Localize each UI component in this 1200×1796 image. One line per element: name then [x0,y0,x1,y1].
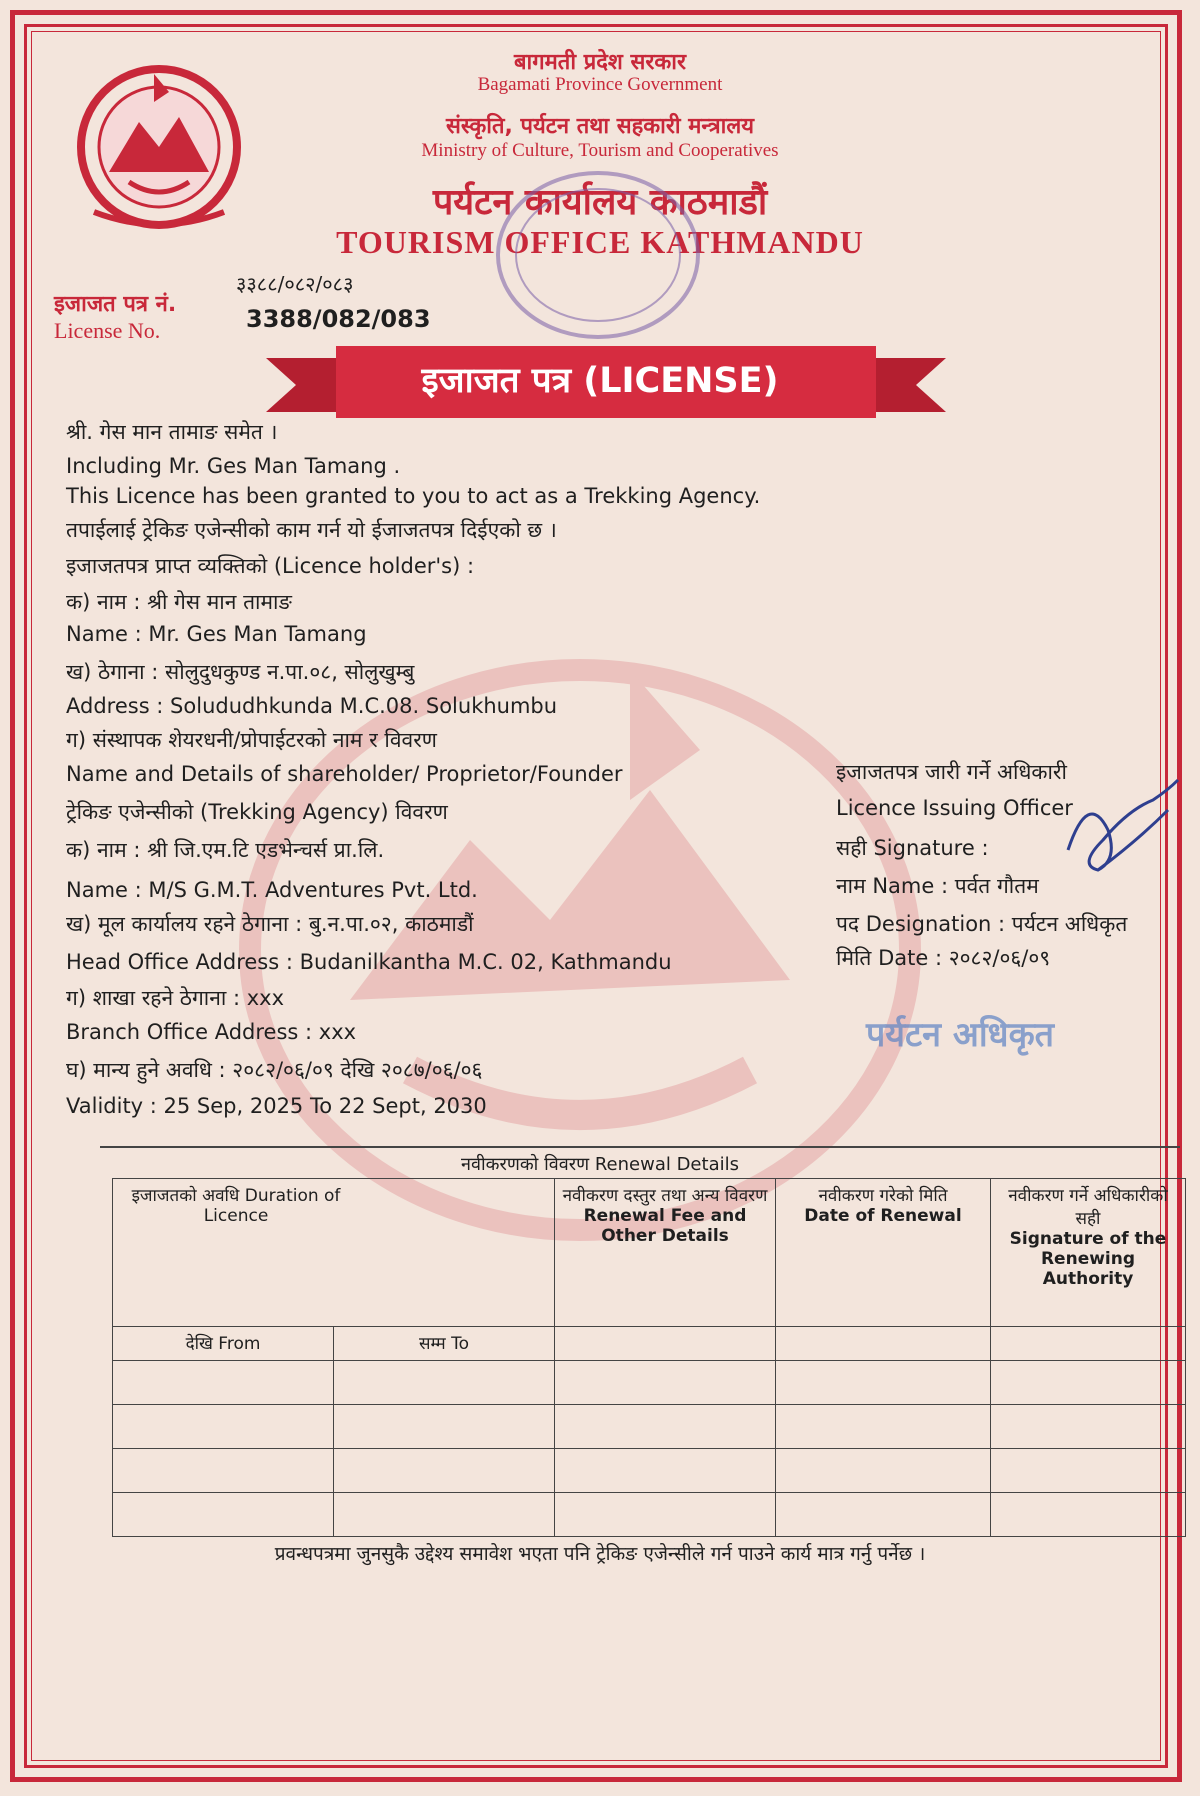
table-row [113,1361,1186,1405]
col-signature-header-ne: नवीकरण गर्ने अधिकारीको सही [1008,1186,1168,1229]
officer-date: मिति Date : २०८२/०६/०९ [836,946,1051,970]
shareholder-heading-en: Name and Details of shareholder/ Proprietor/Founder [66,762,623,786]
ministry-name-ne: संस्कृति, पर्यटन तथा सहकारी मन्त्रालय [445,114,755,139]
col-duration-header: इजाजतको अवधि Duration of Licence [131,1186,341,1226]
col-fee-header-en: Renewal Fee and Other Details [583,1206,747,1246]
license-no-label-en: License No. [54,318,161,343]
license-no-value-en: 3388/082/083 [246,305,431,333]
validity-ne: घ) मान्य हुने अवधि : २०८२/०६/०९ देखि २०८७/०६/०६ [66,1058,483,1082]
holder-name-ne: क) नाम : श्री गेस मान तामाङ [66,590,292,614]
officer-stamp: पर्यटन अधिकृत [866,1015,1055,1055]
license-no-value-ne: ३३८८/०८२/०८३ [236,272,354,296]
officer-designation: पद Designation : पर्यटन अधिकृत [836,912,1128,936]
branch-office-ne: ग) शाखा रहने ठेगाना : xxx [66,986,285,1010]
table-row [113,1449,1186,1493]
handwritten-signature [1058,770,1188,890]
province-name-en: Bagamati Province Government [477,74,723,95]
agency-name-ne: क) नाम : श्री जि.एम.टि एडभेन्चर्स प्रा.लि. [66,838,385,862]
renewal-table [112,1178,1186,1537]
shareholder-heading-ne: ग) संस्थापक शेयरधनी/प्रोपाईटरको नाम र विवरण [66,728,437,752]
province-name-ne: बागमती प्रदेश सरकार [514,50,686,75]
officer-signature-label: सही Signature : [836,836,989,860]
officer-title-en: Licence Issuing Officer [836,796,1073,820]
col-date-header-en: Date of Renewal [804,1206,962,1226]
office-name-en: TOURISM OFFICE KATHMANDU [336,224,864,260]
agency-heading: ट्रेकिङ एजेन्सीको (Trekking Agency) विवरण [66,800,448,824]
license-no-label-ne: इजाजत पत्र नं. [54,292,177,317]
renewal-title: नवीकरणको विवरण Renewal Details [461,1154,739,1175]
license-title: इजाजत पत्र (LICENSE) [421,361,779,401]
footer-note: प्रवन्धपत्रमा जुनसुकै उद्देश्य समावेश भएता पनि ट्रेकिङ एजेन्सीले गर्न पाउने कार्य मात्र गर्नु पर्नेछ । [274,1543,926,1565]
agency-name-en: Name : M/S G.M.T. Adventures Pvt. Ltd. [66,878,478,902]
head-office-ne: ख) मूल कार्यालय रहने ठेगाना : बु.न.पा.०२, काठमाडौं [66,912,474,936]
renewal-divider [100,1146,1180,1148]
body-line-1: श्री. गेस मान तामाङ समेत । [66,420,278,444]
body-line-3: This Licence has been granted to you to act as a Trekking Agency. [66,484,761,508]
table-row [113,1493,1186,1537]
holder-address-ne: ख) ठेगाना : सोलुदुधकुण्ड न.पा.०८, सोलुखुम्बु [66,660,415,684]
col-signature-header-en: Signature of the Renewing Authority [1009,1229,1167,1289]
body-line-5: इजाजतपत्र प्राप्त व्यक्तिको (Licence holder's) : [66,554,475,578]
head-office-en: Head Office Address : Budanilkantha M.C. 02, Kathmandu [66,950,672,974]
holder-name-en: Name : Mr. Ges Man Tamang [66,622,367,646]
body-line-4: तपाईलाई ट्रेकिङ एजेन्सीको काम गर्न यो ईजाजतपत्र दिईएको छ । [66,518,557,542]
validity-en: Validity : 25 Sep, 2025 To 22 Sept, 2030 [66,1094,487,1118]
officer-title-ne: इजाजतपत्र जारी गर्ने अधिकारी [836,760,1067,784]
table-row [113,1405,1186,1449]
col-from-header: देखि From [113,1327,334,1361]
ministry-name-en: Ministry of Culture, Tourism and Cooperatives [421,140,779,161]
holder-address-en: Address : Solududhkunda M.C.08. Solukhumbu [66,694,558,718]
branch-office-en: Branch Office Address : xxx [66,1020,357,1044]
office-name-ne: पर्यटन कार्यालय काठमाडौं [432,182,768,223]
office-stamp [488,160,708,350]
col-to-header: सम्म To [334,1327,555,1361]
body-line-2: Including Mr. Ges Man Tamang . [66,454,401,478]
col-date-header-ne: नवीकरण गरेको मिति [818,1186,948,1206]
officer-name: नाम Name : पर्वत गौतम [836,874,1039,898]
col-fee-header-ne: नवीकरण दस्तुर तथा अन्य विवरण [562,1186,768,1206]
